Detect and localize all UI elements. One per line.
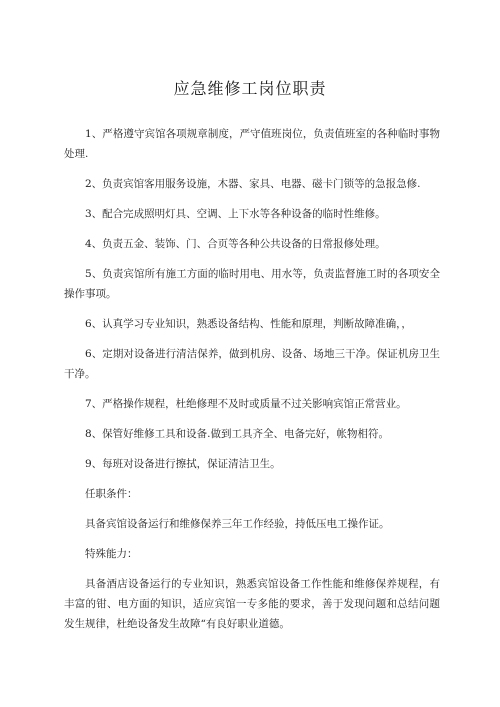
special-heading: 特殊能力： — [85, 548, 138, 560]
duty-item-2: 2、负责宾馆客用服务设施，木器、家具、电器、磁卡门锁等的急报急修. — [85, 178, 421, 190]
duty-item-5: 5、负责宾馆所有施工方面的临时用电、用水等，负责监督施工时的各项安全操作事项。 — [64, 268, 440, 300]
requirements-heading: 任职条件： — [85, 488, 138, 500]
duty-item-6a: 6、认真学习专业知识，熟悉设备结构、性能和原理，判断故障准确，， — [85, 318, 412, 330]
duty-item-6b: 6、定期对设备进行清洁保养，做到机房、设备、场地三干净。保证机房卫生干净。 — [64, 348, 440, 380]
duty-item-9: 9、每班对设备进行擦拭，保证清洁卫生。 — [85, 458, 281, 470]
duty-item-4: 4、负责五金、装饰、门、合页等各种公共设备的日常报修处理。 — [85, 238, 386, 250]
duty-item-1: 1、严格遵守宾馆各项规章制度，严守值班岗位，负责值班室的各种临时事物处理. — [64, 128, 440, 160]
special-text: 具备酒店设备运行的专业知识，熟悉宾馆设备工作性能和维修保养规程，有丰富的钳、电方面的知识，适应宾馆一专多能的要求，善于发现问题和总结问题发生规律，杜绝设备发生故障“有良好职业道德。 — [64, 578, 440, 630]
document-body — [64, 124, 440, 644]
duty-item-7: 7、严格操作规程，杜绝修理不及时或质量不过关影响宾馆正常营业。 — [85, 398, 407, 410]
duty-item-8: 8、保管好维修工具和设备.做到工具齐全、电备完好，帐物相符。 — [85, 428, 390, 440]
requirements-text: 具备宾馆设备运行和维修保养三年工作经验，持低压电工操作证。 — [85, 518, 390, 530]
document-title: 应急维修工岗位职责 — [173, 79, 327, 98]
duty-item-3: 3、配合完成照明灯具、空调、上下水等各种设备的临时性维修。 — [85, 208, 386, 220]
